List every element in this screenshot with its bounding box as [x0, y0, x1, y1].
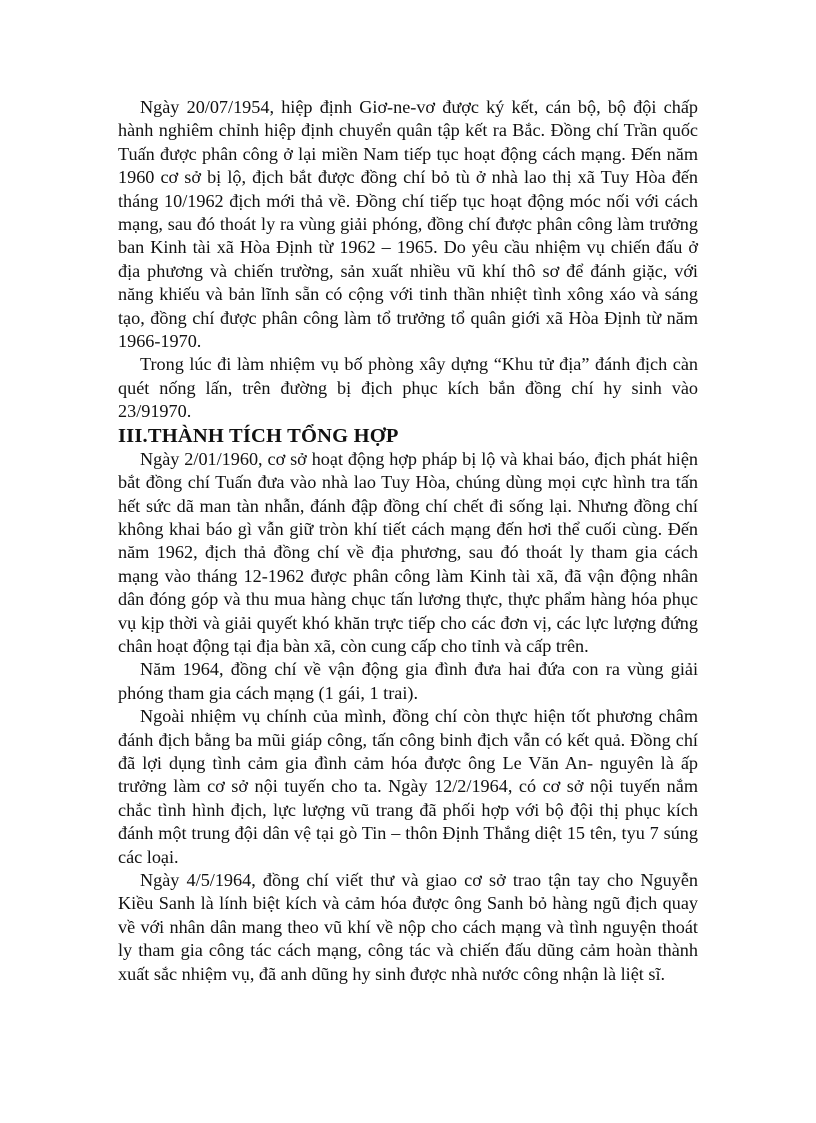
- paragraph-three-prongs: Ngoài nhiệm vụ chính của mình, đồng chí còn thực hiện tốt phương châm đánh địch bằng ba mũi giáp công, tấn công binh địch vẫn có kết quả. Đồng chí đã lợi dụng tình cảm gia đình cảm hóa được ông Le Văn An- nguyên là ấp trưởng làm cơ sở nội tuyến cho ta. Ngày 12/2/1964, có cơ sở nội tuyến nắm chắc tình hình địch, lực lượng vũ trang đã phối hợp với bộ đội thị phục kích đánh một trung đội dân vệ tại gò Tin – thôn Định Thắng diệt 15 tên, tyu 7 súng các loại.: [118, 706, 698, 867]
- section-heading-achievements: III.THÀNH TÍCH TỔNG HỢP: [118, 424, 399, 447]
- paragraph-letter-1964: Ngày 4/5/1964, đồng chí viết thư và giao cơ sở trao tận tay cho Nguyễn Kiều Sanh là lính biệt kích và cảm hóa được ông Sanh bỏ hàng ngũ địch quay về với nhân dân mang theo vũ khí về nộp cho cách mạng và tình nguyện thoát ly tham gia công tác cách mạng, công tác và chiến đấu dũng cảm hoàn thành xuất sắc nhiệm vụ, đã anh dũng hy sinh được nhà nước công nhận là liệt sĩ.: [118, 870, 698, 984]
- paragraph-arrest-1960: Ngày 2/01/1960, cơ sở hoạt động hợp pháp bị lộ và khai báo, địch phát hiện bắt đồng chí Tuấn đưa vào nhà lao Tuy Hòa, chúng dùng mọi cực hình tra tấn hết sức dã man tàn nhẫn, đánh đập đồng chí chết đi sống lại. Nhưng đồng chí không khai báo gì vẫn giữ tròn khí tiết cách mạng đến hơi thể cuối cùng. Đến năm 1962, địch thả đồng chí về địa phương, sau đó thoát ly tham gia cách mạng vào tháng 12-1962 được phân công làm Kinh tài xã, đã vận động nhân dân đóng góp và thu mua hàng chục tấn lương thực, thực phẩm hàng hóa phục vụ kịp thời và giải quyết khó khăn trực tiếp cho các đơn vị, các lực lượng đứng chân hoạt động tại địa bàn xã, còn cung cấp cho tỉnh và cấp trên.: [118, 448, 698, 656]
- paragraph-death-1970: Trong lúc đi làm nhiệm vụ bố phòng xây dựng “Khu tử địa” đánh địch càn quét nống lấn, trên đường bị địch phục kích bắn đồng chí hy sinh vào 23/91970.: [118, 354, 698, 422]
- paragraph-geneva-accords: Ngày 20/07/1954, hiệp định Giơ-ne-vơ được ký kết, cán bộ, bộ đội chấp hành nghiêm chỉnh hiệp định chuyển quân tập kết ra Bắc. Đồng chí Trần quốc Tuấn được phân công ở lại miền Nam tiếp tục hoạt động cách mạng. Đến năm 1960 cơ sở bị lộ, địch bắt được đồng chí bỏ tù ở nhà lao thị xã Tuy Hòa đến tháng 10/1962 địch mới thả về. Đồng chí tiếp tục hoạt động móc nối với cách mạng, sau đó thoát ly ra vùng giải phóng, đồng chí được phân công làm trưởng ban Kinh tài xã Hòa Định từ 1962 – 1965. Do yêu cầu nhiệm vụ chiến đấu ở địa phương và chiến trường, sản xuất nhiều vũ khí thô sơ để đánh giặc, với năng khiếu và bản lĩnh sẵn có cộng với tinh thần nhiệt tình xông xáo và sáng tạo, đồng chí được phân công làm tổ trưởng tổ quân giới xã Hòa Định từ năm 1966-1970.: [118, 97, 698, 352]
- document-page: [118, 96, 698, 986]
- paragraph-family-1964: Năm 1964, đồng chí về vận động gia đình đưa hai đứa con ra vùng giải phóng tham gia cách mạng (1 gái, 1 trai).: [118, 659, 698, 703]
